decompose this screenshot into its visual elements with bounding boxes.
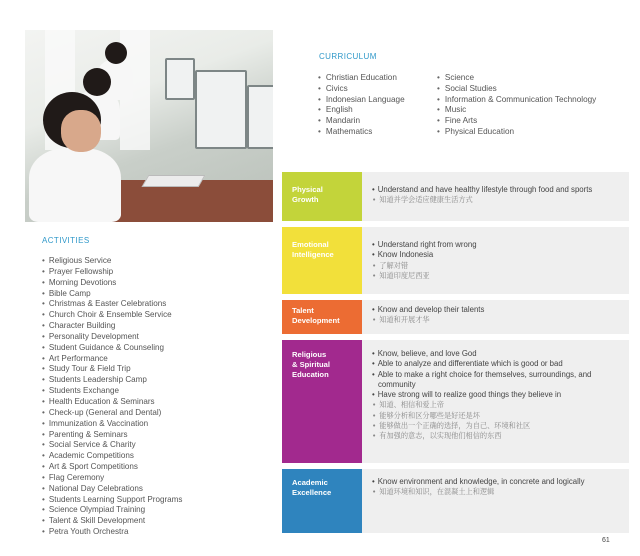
- label-line: Excellence: [292, 488, 332, 497]
- monitor: [195, 70, 247, 149]
- label-talent-development: [282, 300, 362, 334]
- list-item: • Science Olympiad Training: [42, 505, 182, 516]
- bullet-text: • Understand right from wrong: [372, 240, 623, 250]
- bullet-text: • Understand and have healthy lifestyle through food and sports: [372, 185, 623, 195]
- list-item: • Petra Youth Orchestra: [42, 527, 182, 538]
- bullet-text: • Know Indonesia: [372, 250, 623, 260]
- content-talent-development: [372, 305, 623, 326]
- bullet-text-zh: • 知道印度尼西亚: [372, 271, 623, 281]
- bullet-text: • Have strong will to realize good things they believe in: [372, 390, 623, 400]
- list-item: • Art & Sport Competitions: [42, 462, 182, 473]
- content-academic-excellence: [372, 477, 623, 498]
- list-item: • Prayer Fellowship: [42, 267, 182, 278]
- list-item: • Fine Arts: [437, 116, 596, 127]
- student: [29, 148, 121, 222]
- list-item: • Christian Education: [318, 73, 405, 84]
- activities-title: ACTIVITIES: [42, 236, 90, 245]
- content-religious-spiritual-education: [372, 349, 623, 442]
- list-item: • Physical Education: [437, 127, 596, 138]
- list-item: • Music: [437, 105, 596, 116]
- list-item: • Church Choir & Ensemble Service: [42, 310, 182, 321]
- list-item: • Social Service & Charity: [42, 440, 182, 451]
- row-physical-growth: [282, 172, 629, 221]
- curriculum-list-left: [318, 73, 405, 138]
- list-item: • Mathematics: [318, 127, 405, 138]
- list-item: • Academic Competitions: [42, 451, 182, 462]
- list-item: • Check-up (General and Dental): [42, 408, 182, 419]
- label-line: Religious: [292, 350, 327, 359]
- list-item: • Students Exchange: [42, 386, 182, 397]
- bullet-text-zh: • 知道和开展才华: [372, 315, 623, 325]
- list-item: • Indonesian Language: [318, 95, 405, 106]
- list-item: • Religious Service: [42, 256, 182, 267]
- list-item: • Flag Ceremony: [42, 473, 182, 484]
- row-emotional-intelligence: [282, 227, 629, 294]
- bullet-text-continuation: community: [378, 379, 416, 389]
- classroom-photo: [25, 30, 273, 222]
- list-item: • Health Education & Seminars: [42, 397, 182, 408]
- label-line: Development: [292, 316, 340, 325]
- label-line: & Spiritual: [292, 360, 330, 369]
- list-item: • Study Tour & Field Trip: [42, 364, 182, 375]
- list-item: • Christmas & Easter Celebrations: [42, 299, 182, 310]
- bullet-text: • Able to make a right choice for themselves, surroundings, and: [372, 370, 623, 380]
- list-item: • Character Building: [42, 321, 182, 332]
- list-item: • Student Guidance & Counseling: [42, 343, 182, 354]
- monitor: [165, 58, 195, 100]
- page-number: 61: [602, 537, 610, 544]
- list-item: • Social Studies: [437, 84, 596, 95]
- curriculum-list-right: [437, 73, 596, 138]
- list-item: • Information & Communication Technology: [437, 95, 596, 106]
- keyboard: [142, 175, 206, 187]
- list-item: • Personality Development: [42, 332, 182, 343]
- bullet-text-zh: • 了解对错: [372, 261, 623, 271]
- activities-list: [42, 256, 182, 538]
- bullet-text: • Know environment and knowledge, in concrete and logically: [372, 477, 623, 487]
- list-item: • Morning Devotions: [42, 278, 182, 289]
- label-emotional-intelligence: [282, 227, 362, 294]
- bullet-text-zh: • 知道环境和知识，在混凝土上和逻辑: [372, 487, 623, 497]
- list-item: • National Day Celebrations: [42, 484, 182, 495]
- list-item: • Students Learning Support Programs: [42, 495, 182, 506]
- curriculum-title: CURRICULUM: [319, 52, 377, 61]
- label-line: Physical: [292, 185, 323, 194]
- bullet-text: • Able to analyze and differentiate which is good or bad: [372, 359, 623, 369]
- list-item: • English: [318, 105, 405, 116]
- list-item: • Talent & Skill Development: [42, 516, 182, 527]
- list-item: • Immunization & Vaccination: [42, 419, 182, 430]
- bullet-text-zh: • 知道并学会适应健康生活方式: [372, 195, 623, 205]
- list-item: • Science: [437, 73, 596, 84]
- student-face: [61, 110, 101, 152]
- list-item: • Art Performance: [42, 354, 182, 365]
- row-academic-excellence: [282, 469, 629, 533]
- bullet-text-zh: • 有加强的意志，以实现他们相信的东西: [372, 431, 623, 441]
- label-academic-excellence: [282, 469, 362, 533]
- bullet-text-zh: • 知道、相信和爱上帝: [372, 400, 623, 410]
- list-item: • Bible Camp: [42, 289, 182, 300]
- label-line: Academic: [292, 478, 328, 487]
- bullet-text: • Know and develop their talents: [372, 305, 623, 315]
- content-physical-growth: [372, 185, 623, 206]
- bullet-text-zh: • 能够做出一个正确的选择，为自己、环境和社区: [372, 421, 623, 431]
- list-item: • Parenting & Seminars: [42, 430, 182, 441]
- student-head: [105, 42, 127, 64]
- label-line: Emotional: [292, 240, 329, 249]
- row-talent-development: [282, 300, 629, 334]
- label-physical-growth: [282, 172, 362, 221]
- bullet-text: • Know, believe, and love God: [372, 349, 623, 359]
- content-emotional-intelligence: [372, 240, 623, 281]
- label-line: Education: [292, 370, 329, 379]
- student-head: [83, 68, 111, 96]
- list-item: • Mandarin: [318, 116, 405, 127]
- monitor: [247, 85, 273, 149]
- label-line: Talent: [292, 306, 314, 315]
- list-item: • Students Leadership Camp: [42, 375, 182, 386]
- row-religious-spiritual-education: [282, 340, 629, 463]
- bullet-text-zh: • 能够分析和区分哪些是好还是坏: [372, 411, 623, 421]
- list-item: • Civics: [318, 84, 405, 95]
- label-religious-spiritual-education: [282, 340, 362, 463]
- label-line: Intelligence: [292, 250, 334, 259]
- label-line: Growth: [292, 195, 319, 204]
